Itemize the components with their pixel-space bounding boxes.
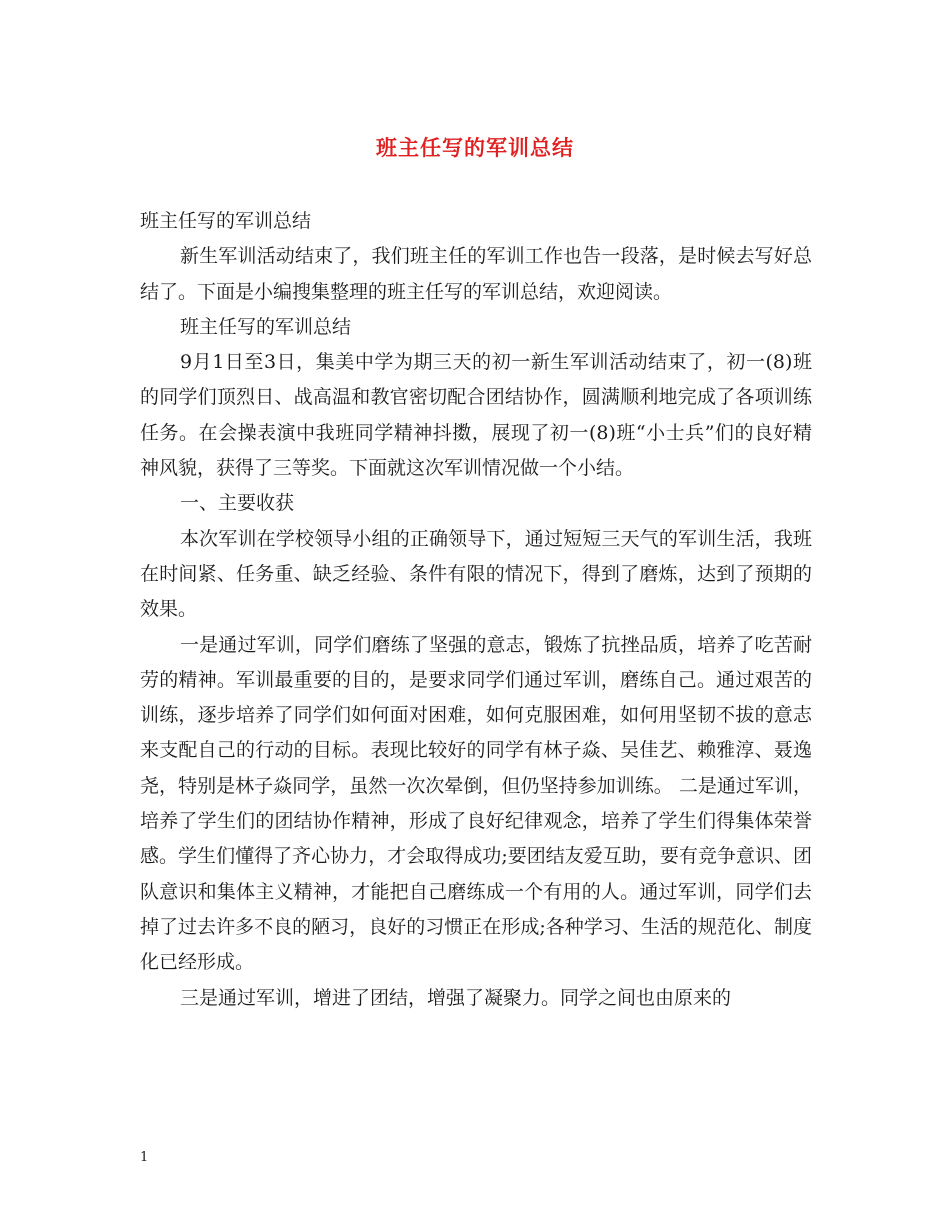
section-heading-main-gains: 一、主要收获 bbox=[180, 492, 295, 515]
paragraph-gains-intro: 本次军训在学校领导小组的正确领导下，通过短短三天气的军训生活，我班在时间紧、任务重、缺乏经验、条件有限的情况下，得到了磨炼，达到了预期的效果。 bbox=[140, 527, 812, 621]
paragraph-overview: 9月1日至3日，集美中学为期三天的初一新生军训活动结束了，初一(8)班的同学们顶烈日、战高温和教官密切配合团结协作，圆满顺利地完成了各项训练任务。在会操表演中我班同学精神抖擞，展现了初一(8)班“小士兵”们的良好精神风貌，获得了三等奖。下面就这次军训情况做一个小结。 bbox=[140, 351, 812, 480]
paragraph-gains-one-two: 一是通过军训，同学们磨练了坚强的意志，锻炼了抗挫品质，培养了吃苦耐劳的精神。军训最重要的目的，是要求同学们通过军训，磨练自己。通过艰苦的训练，逐步培养了同学们如何面对困难，如何克服困难，如何用坚韧不拔的意志来支配自己的行动的目标。表现比较好的同学有林子焱、吴佳艺、赖雅淳、聂逸尧，特别是林子焱同学，虽然一次次晕倒，但仍坚持参加训练。 二是通过军训，培养了学生们的团结协作精神，形成了良好纪律观念，培养了学生们得集体荣誉感。学生们懂得了齐心协力，才会取得成功;要团结友爱互助，要有竞争意识、团队意识和集体主义精神，才能把自己磨练成一个有用的人。通过军训，同学们去掉了过去许多不良的陋习，良好的习惯正在形成;各种学习、生活的规范化、制度化已经形成。 bbox=[140, 633, 812, 974]
paragraph-intro: 新生军训活动结束了，我们班主任的军训工作也告一段落，是时候去写好总结了。下面是小编搜集整理的班主任写的军训总结，欢迎阅读。 bbox=[140, 245, 812, 303]
document-body bbox=[140, 204, 812, 1016]
paragraph-heading: 班主任写的军训总结 bbox=[180, 315, 352, 338]
paragraph-subtitle: 班主任写的军训总结 bbox=[140, 210, 312, 232]
document-title: 班主任写的军训总结 bbox=[376, 135, 574, 160]
page-number: 1 bbox=[140, 1150, 149, 1165]
paragraph-gains-three: 三是通过军训，增进了团结，增强了凝聚力。同学之间也由原来的 bbox=[180, 986, 732, 1009]
